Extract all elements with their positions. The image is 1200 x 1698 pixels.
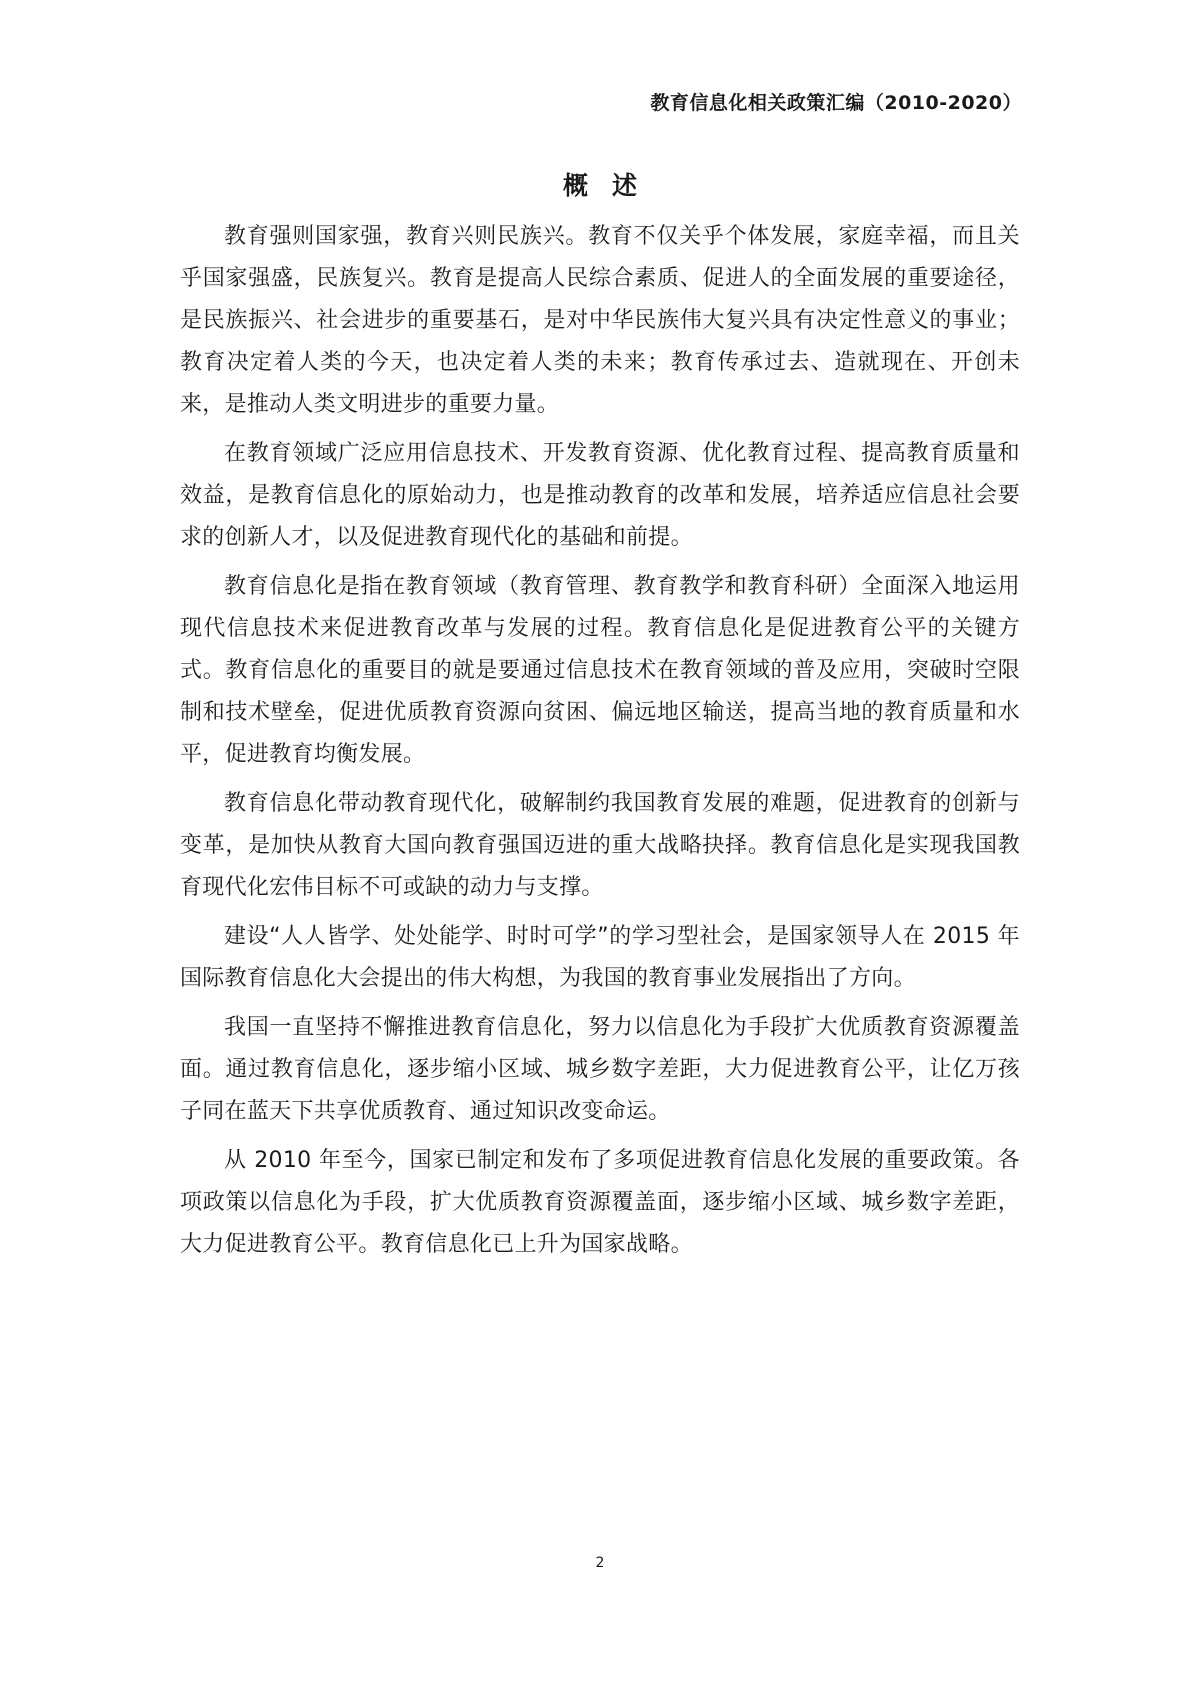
body-text (180, 216, 1020, 1273)
paragraph: 在教育领域广泛应用信息技术、开发教育资源、优化教育过程、提高教育质量和效益，是教育信息化的原始动力，也是推动教育的改革和发展，培养适应信息社会要求的创新人才，以及促进教育现代化的基础和前提。 (180, 441, 1020, 550)
page-title: 概述 (562, 171, 661, 200)
paragraph: 我国一直坚持不懈推进教育信息化，努力以信息化为手段扩大优质教育资源覆盖面。通过教育信息化，逐步缩小区域、城乡数字差距，大力促进教育公平，让亿万孩子同在蓝天下共享优质教育、通过知识改变命运。 (180, 1015, 1020, 1124)
paragraph: 建设“人人皆学、处处能学、时时可学”的学习型社会，是国家领导人在 2015 年国际教育信息化大会提出的伟大构想，为我国的教育事业发展指出了方向。 (180, 924, 1020, 991)
paragraph: 教育强则国家强，教育兴则民族兴。教育不仅关乎个体发展，家庭幸福，而且关乎国家强盛，民族复兴。教育是提高人民综合素质、促进人的全面发展的重要途径，是民族振兴、社会进步的重要基石，是对中华民族伟大复兴具有决定性意义的事业；教育决定着人类的今天，也决定着人类的未来；教育传承过去、造就现在、开创未来，是推动人类文明进步的重要力量。 (180, 224, 1020, 417)
paragraph: 从 2010 年至今，国家已制定和发布了多项促进教育信息化发展的重要政策。各项政策以信息化为手段，扩大优质教育资源覆盖面，逐步缩小区域、城乡数字差距，大力促进教育公平。教育信息化已上升为国家战略。 (180, 1148, 1020, 1257)
paragraph: 教育信息化带动教育现代化，破解制约我国教育发展的难题，促进教育的创新与变革，是加快从教育大国向教育强国迈进的重大战略抉择。教育信息化是实现我国教育现代化宏伟目标不可或缺的动力与支撑。 (180, 791, 1020, 900)
running-header: 教育信息化相关政策汇编（2010-2020） (650, 92, 1022, 114)
paragraph: 教育信息化是指在教育领域（教育管理、教育教学和教育科研）全面深入地运用现代信息技术来促进教育改革与发展的过程。教育信息化是促进教育公平的关键方式。教育信息化的重要目的就是要通过信息技术在教育领域的普及应用，突破时空限制和技术壁垒，促进优质教育资源向贫困、偏远地区输送，提高当地的教育质量和水平，促进教育均衡发展。 (180, 574, 1020, 767)
page-number: 2 (595, 1555, 605, 1571)
